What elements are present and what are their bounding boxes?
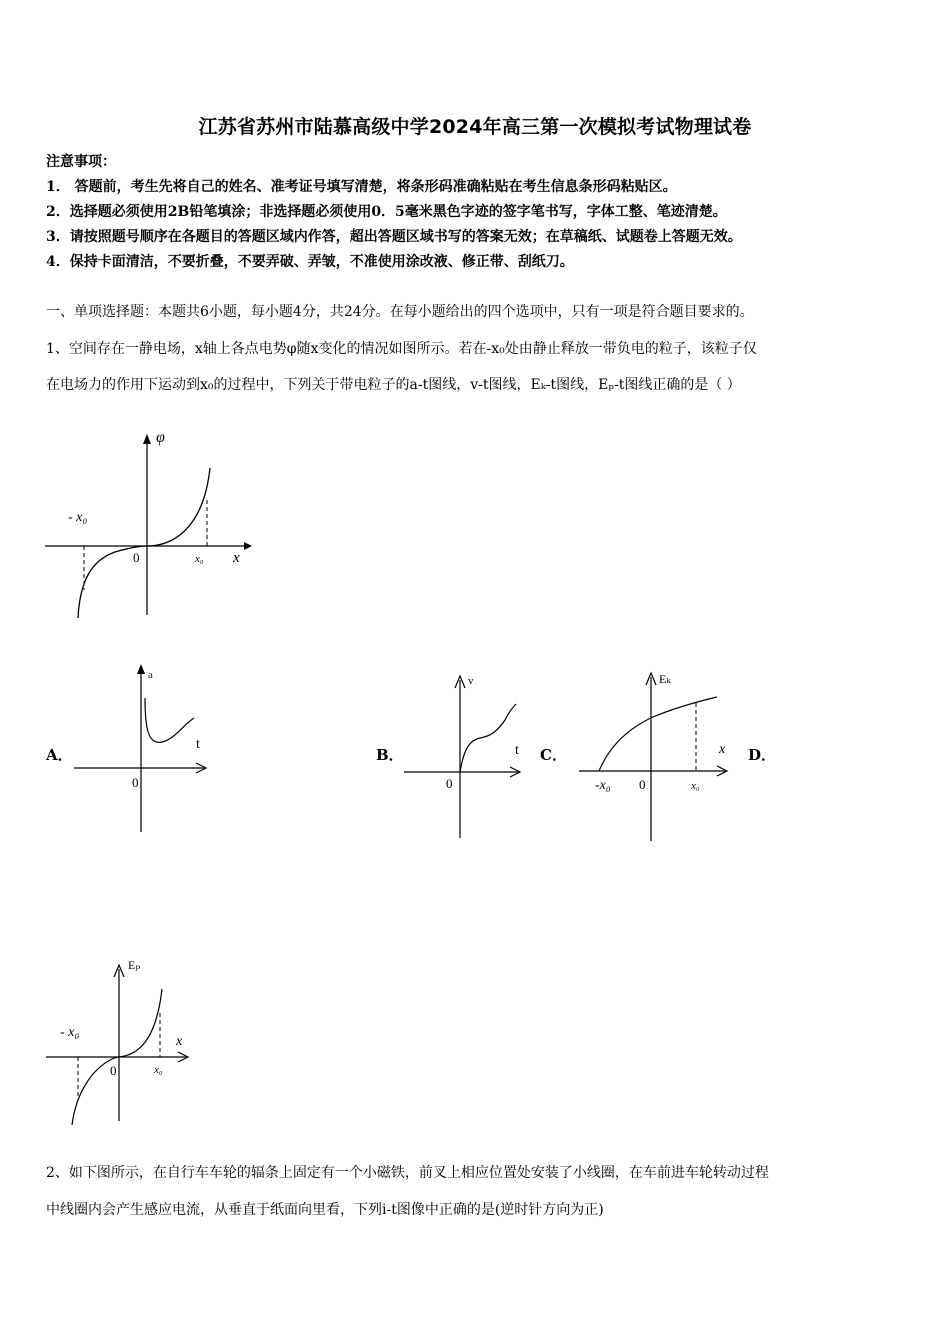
x-axis-label: t (515, 743, 519, 758)
neg-x0-label: - x₀ (68, 510, 88, 525)
origin-label: 0 (446, 776, 453, 791)
option-d-graph[interactable] (42, 955, 202, 1135)
question-2-text: 2、如下图所示，在自行车车轮的辐条上固定有一个小磁铁，前叉上相应位置处安装了小线圈，在车前进车轮转动过程 (46, 1165, 769, 1181)
notice-item: 4．保持卡面清洁，不要折叠，不要弄破、弄皱，不准使用涂改液、修正带、刮纸刀。 (46, 254, 574, 270)
origin-label: 0 (133, 550, 140, 565)
pos-x0-label: x₀ (154, 1064, 163, 1076)
phi-x-graph (40, 420, 260, 620)
y-axis-label: a (148, 669, 153, 681)
notice-heading: 注意事项： (46, 154, 116, 170)
option-c-label[interactable]: C． (540, 746, 567, 764)
question-2-text: 中线圈内会产生感应电流，从垂直于纸面向里看，下列i-t图像中正确的是(逆时针方向为正) (46, 1202, 604, 1218)
page-title: 江苏省苏州市陆慕高级中学2024年高三第一次模拟考试物理试卷 (198, 116, 752, 138)
option-a-label[interactable]: A． (46, 746, 73, 764)
neg-x0-label: -x₀ (595, 778, 611, 793)
neg-x0-label: - x₀ (60, 1025, 80, 1040)
section-heading: 一、单项选择题：本题共6小题，每小题4分，共24分。在每小题给出的四个选项中，只有一项是符合题目要求的。 (46, 304, 754, 320)
option-b-graph[interactable] (400, 670, 530, 840)
origin-label: 0 (132, 775, 139, 790)
option-c-graph[interactable] (575, 665, 745, 845)
option-d-label[interactable]: D． (748, 746, 777, 764)
question-1-text: 在电场力的作用下运动到x₀的过程中，下列关于带电粒子的a-t图线，v-t图线，Eₖ-t图线，Eₚ-t图线正确的是（ ） (46, 377, 741, 393)
y-axis-label: φ (156, 429, 165, 446)
y-axis-label: Eₖ (659, 672, 671, 686)
x-axis-label: x (233, 550, 240, 566)
x-axis-label: t (196, 737, 200, 752)
notice-item: 2．选择题必须使用2B铅笔填涂；非选择题必须使用0．5毫米黑色字迹的签字笔书写，字体工整、笔迹清楚。 (46, 204, 727, 220)
x-axis-label: x (719, 742, 726, 757)
option-b-label[interactable]: B． (376, 746, 404, 764)
x-axis-label: x (176, 1034, 183, 1049)
origin-label: 0 (639, 777, 646, 792)
notice-item: 1． 答题前，考生先将自己的姓名、准考证号填写清楚，将条形码准确粘贴在考生信息条形码粘贴区。 (46, 179, 677, 195)
option-a-graph[interactable] (70, 660, 220, 840)
question-1-text: 1、空间存在一静电场，x轴上各点电势φ随x变化的情况如图所示。若在-x₀处由静止释放一带负电的粒子，该粒子仅 (46, 341, 757, 357)
pos-x0-label: x₀ (195, 553, 204, 565)
pos-x0-label: x₀ (691, 780, 700, 792)
origin-label: 0 (110, 1063, 117, 1078)
notice-item: 3．请按照题号顺序在各题目的答题区域内作答，超出答题区域书写的答案无效；在草稿纸、试题卷上答题无效。 (46, 229, 742, 245)
y-axis-label: Eₚ (128, 958, 141, 972)
y-axis-label: v (468, 675, 474, 687)
